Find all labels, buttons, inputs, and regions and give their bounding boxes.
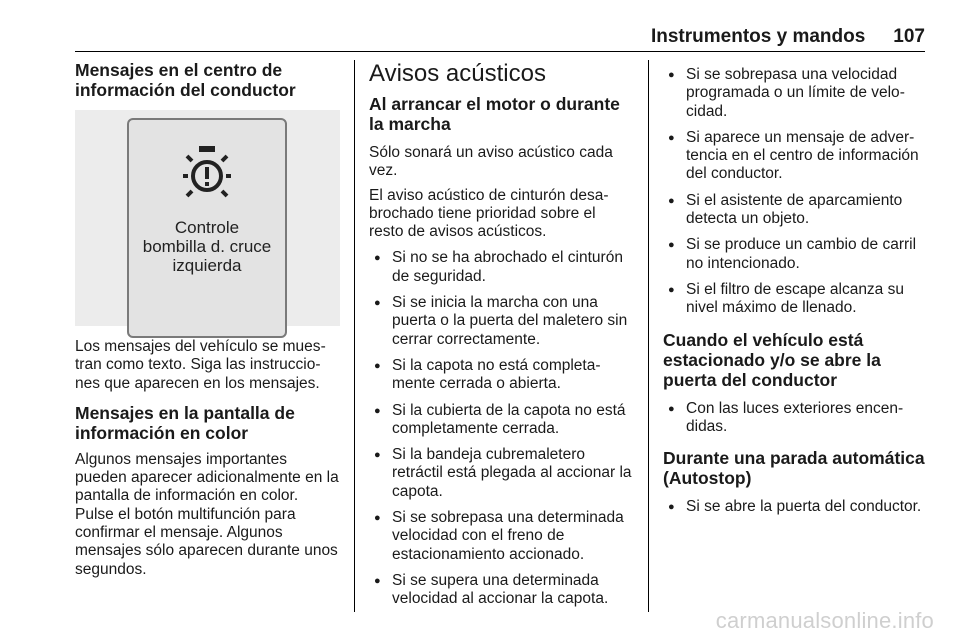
list-item: ● Si se supera una determinada velocidad al accionar la capota. — [369, 572, 634, 609]
bullet-list — [663, 400, 925, 437]
list-item: ● Si se produce un cambio de carril no intencionado. — [663, 236, 925, 273]
list-item: ● Si no se ha abrochado el cinturón de seguridad. — [369, 249, 634, 286]
list-item: ● Si se abre la puerta del conductor. — [663, 498, 925, 516]
bullet-list — [663, 498, 925, 516]
subheading-engine-start: Al arrancar el motor o durante la marcha — [369, 94, 620, 134]
bullet-list — [369, 249, 634, 608]
section-heading-acoustic-warnings: Avisos acústicos — [369, 60, 546, 87]
display-line: bombilla d. cruce — [142, 237, 272, 256]
exterior-light-bulb-warning-icon — [175, 142, 239, 202]
column-left — [75, 60, 340, 579]
section-title: Instrumentos y mandos — [650, 26, 866, 47]
column-divider — [354, 60, 355, 612]
list-item: ● Si se sobrepasa una velocidad programada o un límite de velocidad. — [663, 66, 925, 121]
display-screen — [127, 118, 287, 338]
bullet-list — [663, 66, 925, 318]
header-rule — [75, 51, 925, 52]
body-paragraph: El aviso acústico de cinturón desabrochado tiene prioridad sobre el resto de avisos acústicos. — [369, 186, 609, 241]
body-paragraph: Algunos mensajes importantes pueden aparecer adicionalmente en la pantalla de información en color. Pulse el botón multifunción para confirmar el mensaje. Algunos mensajes sólo aparecen durante unos segundos. — [75, 450, 339, 578]
page-header — [75, 26, 925, 48]
list-item: ● Si aparece un mensaje de advertencia en el centro de información del conductor. — [663, 129, 925, 184]
heading-color-info-display: Mensajes en la pantalla de información en color — [75, 402, 295, 443]
list-item: ● Si el filtro de escape alcanza su nivel máximo de llenado. — [663, 281, 925, 318]
message-display-illustration — [75, 110, 340, 326]
list-item: ● Si el asistente de aparcamiento detecta un objeto. — [663, 192, 925, 229]
heading-driver-info-center: Mensajes en el centro de información del conductor — [75, 60, 296, 100]
column-middle — [369, 60, 634, 609]
body-paragraph: Sólo sonará un aviso acústico cada vez. — [369, 144, 613, 180]
page-number: 107 — [893, 26, 925, 47]
display-line: Controle — [174, 218, 240, 237]
display-line: izquierda — [172, 256, 242, 275]
list-item: ● Si la bandeja cubremaletero retráctil está plegada al accionar la capota. — [369, 446, 634, 501]
heading-parked-vehicle: Cuando el vehículo está estacionado y/o se abre la puerta del conductor — [663, 329, 881, 390]
watermark: carmanualsonline.info — [715, 608, 934, 633]
column-right — [663, 60, 925, 516]
column-divider — [648, 60, 649, 612]
heading-autostop: Durante una parada automática (Autostop) — [663, 448, 925, 489]
list-item: ● Con las luces exteriores encendidas. — [663, 400, 925, 437]
list-item: ● Si se sobrepasa una determinada velocidad con el freno de estacionamiento accionado. — [369, 509, 634, 564]
display-message — [129, 218, 285, 275]
body-paragraph: Los mensajes del vehículo se muestran como texto. Siga las instrucciones que aparecen en los mensajes. — [75, 338, 326, 392]
list-item: ● Si la capota no está completamente cerrada o abierta. — [369, 357, 634, 394]
list-item: ● Si se inicia la marcha con una puerta o la puerta del maletero sin cerrar correctamente. — [369, 294, 634, 349]
list-item: ● Si la cubierta de la capota no está completamente cerrada. — [369, 402, 634, 439]
